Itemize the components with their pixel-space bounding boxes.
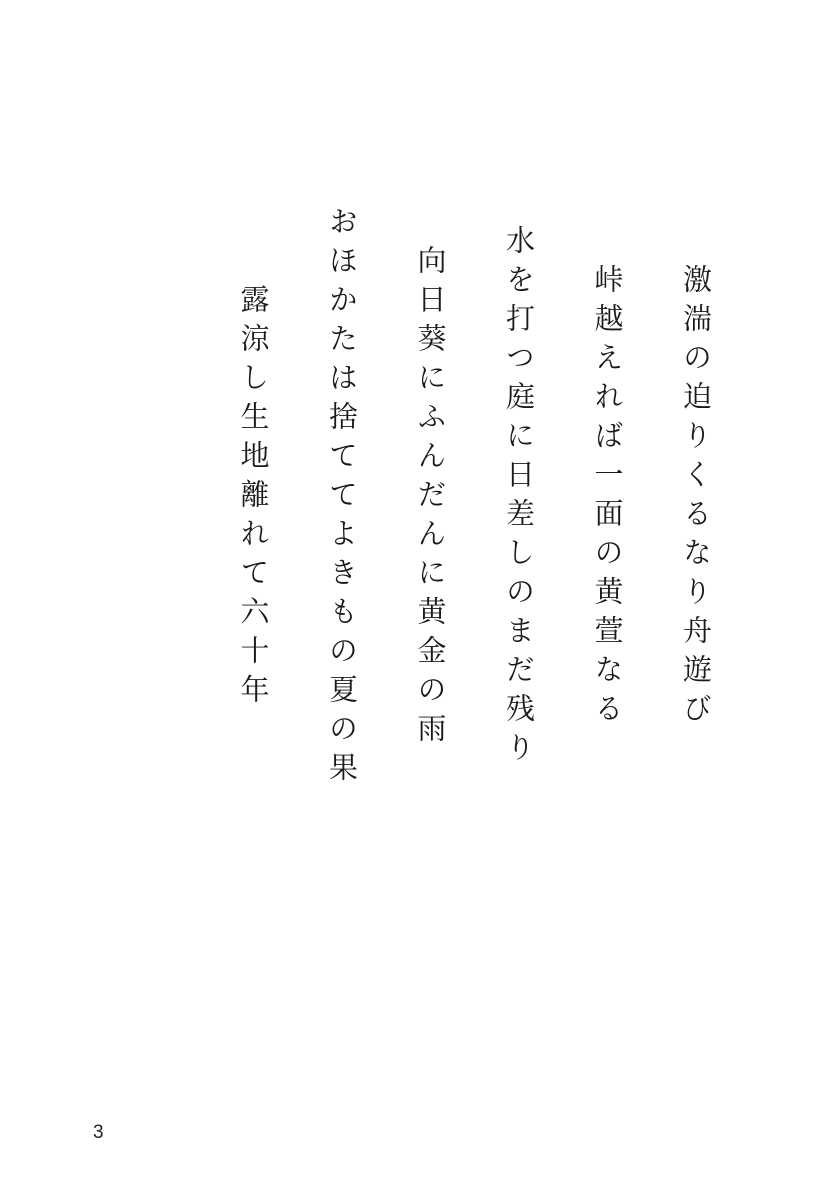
haiku-line: 激湍の迫りくるなり舟遊び	[679, 264, 713, 732]
haiku-collection	[190, 178, 713, 818]
haiku-line: 露涼し生地離れて六十年	[236, 283, 271, 713]
haiku-line: 峠越えれば一面の黄萱なる	[590, 264, 625, 732]
haiku-line: 水を打つ庭に日差しのまだ残り	[502, 225, 536, 771]
page-number: 3	[93, 1122, 104, 1143]
haiku-line: 向日葵にふんだんに黄金の雨	[413, 244, 448, 752]
haiku-line: おほかたは捨ててよきもの夏の果	[325, 205, 359, 791]
